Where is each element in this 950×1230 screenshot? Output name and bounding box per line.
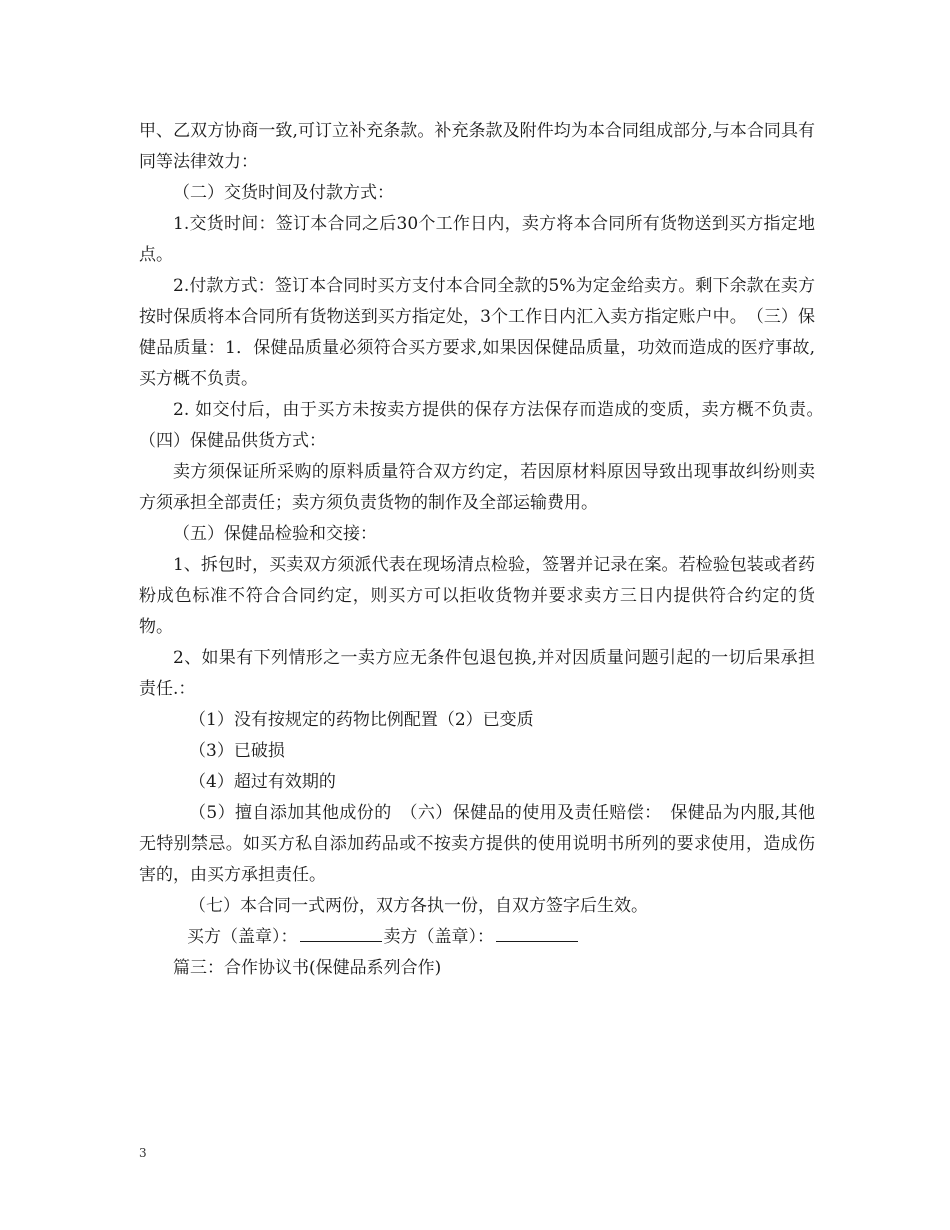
paragraph-usage-liability: （5）擅自添加其他成份的 （六）保健品的使用及责任赔偿： 保健品为内服,其他无特别禁忌。如买方私自添加药品或不按卖方提供的使用说明书所列的要求使用，造成伤害的，由买方承担责任。 — [139, 803, 815, 885]
paragraph-delivery-time: 1.交货时间：签订本合同之后30个工作日内，卖方将本合同所有货物送到买方指定地点。 — [139, 214, 815, 265]
paragraph-supplementary-terms: 甲、乙双方协商一致,可订立补充条款。补充条款及附件均为本合同组成部分,与本合同具有同等法律效力： — [139, 121, 815, 172]
paragraph-return-conditions: 2、如果有下列情形之一卖方应无条件包退包换,并对因质量问题引起的一切后果承担责任.： — [139, 648, 815, 699]
seller-seal-label: 卖方（盖章）： — [383, 927, 494, 947]
paragraph-unpacking: 1、拆包时，买卖双方须派代表在现场清点检验，签署并记录在案。若检验包装或者药粉成色标准不符合合同约定，则买方可以拒收货物并要求卖方三日内提供符合约定的货物。 — [139, 555, 815, 637]
buyer-signature-blank[interactable] — [300, 924, 382, 942]
document-body — [139, 116, 832, 984]
list-item-expired: （4）超过有效期的 — [189, 772, 336, 792]
paragraph-copies: （七）本合同一式两份，双方各执一份，自双方签字后生效。 — [189, 896, 648, 916]
paragraph-storage-liability: 2. 如交付后，由于买方未按卖方提供的保存方法保存而造成的变质，卖方概不负责。 （四）保健品供货方式： — [139, 400, 832, 451]
list-item-damaged: （3）已破损 — [189, 741, 285, 761]
page-number: 3 — [139, 1146, 147, 1160]
heading-inspection: （五）保健品检验和交接： — [173, 524, 377, 544]
next-section-title: 篇三：合作协议书(保健品系列合作) — [173, 958, 442, 978]
list-item-ratio: （1）没有按规定的药物比例配置（2）已变质 — [189, 710, 534, 730]
seller-signature-blank[interactable] — [496, 924, 578, 942]
paragraph-payment-method: 2.付款方式：签订本合同时买方支付本合同全款的5%为定金给卖方。剩下余款在卖方按时保质将本合同所有货物送到买方指定处，3个工作日内汇入卖方指定账户中。 （三）保健品质量：1．保健品质量必须符合买方要求,如果因保健品质量，功效而造成的医疗事故,买方概不负责。 — [139, 276, 815, 389]
paragraph-raw-material: 卖方须保证所采购的原料质量符合双方约定，若因原材料原因导致出现事故纠纷则卖方须承担全部责任；卖方须负责货物的制作及全部运输费用。 — [139, 462, 815, 513]
heading-delivery-payment: （二）交货时间及付款方式： — [173, 183, 394, 203]
buyer-seal-label: 买方（盖章）： — [187, 927, 298, 947]
signature-line — [139, 922, 815, 953]
